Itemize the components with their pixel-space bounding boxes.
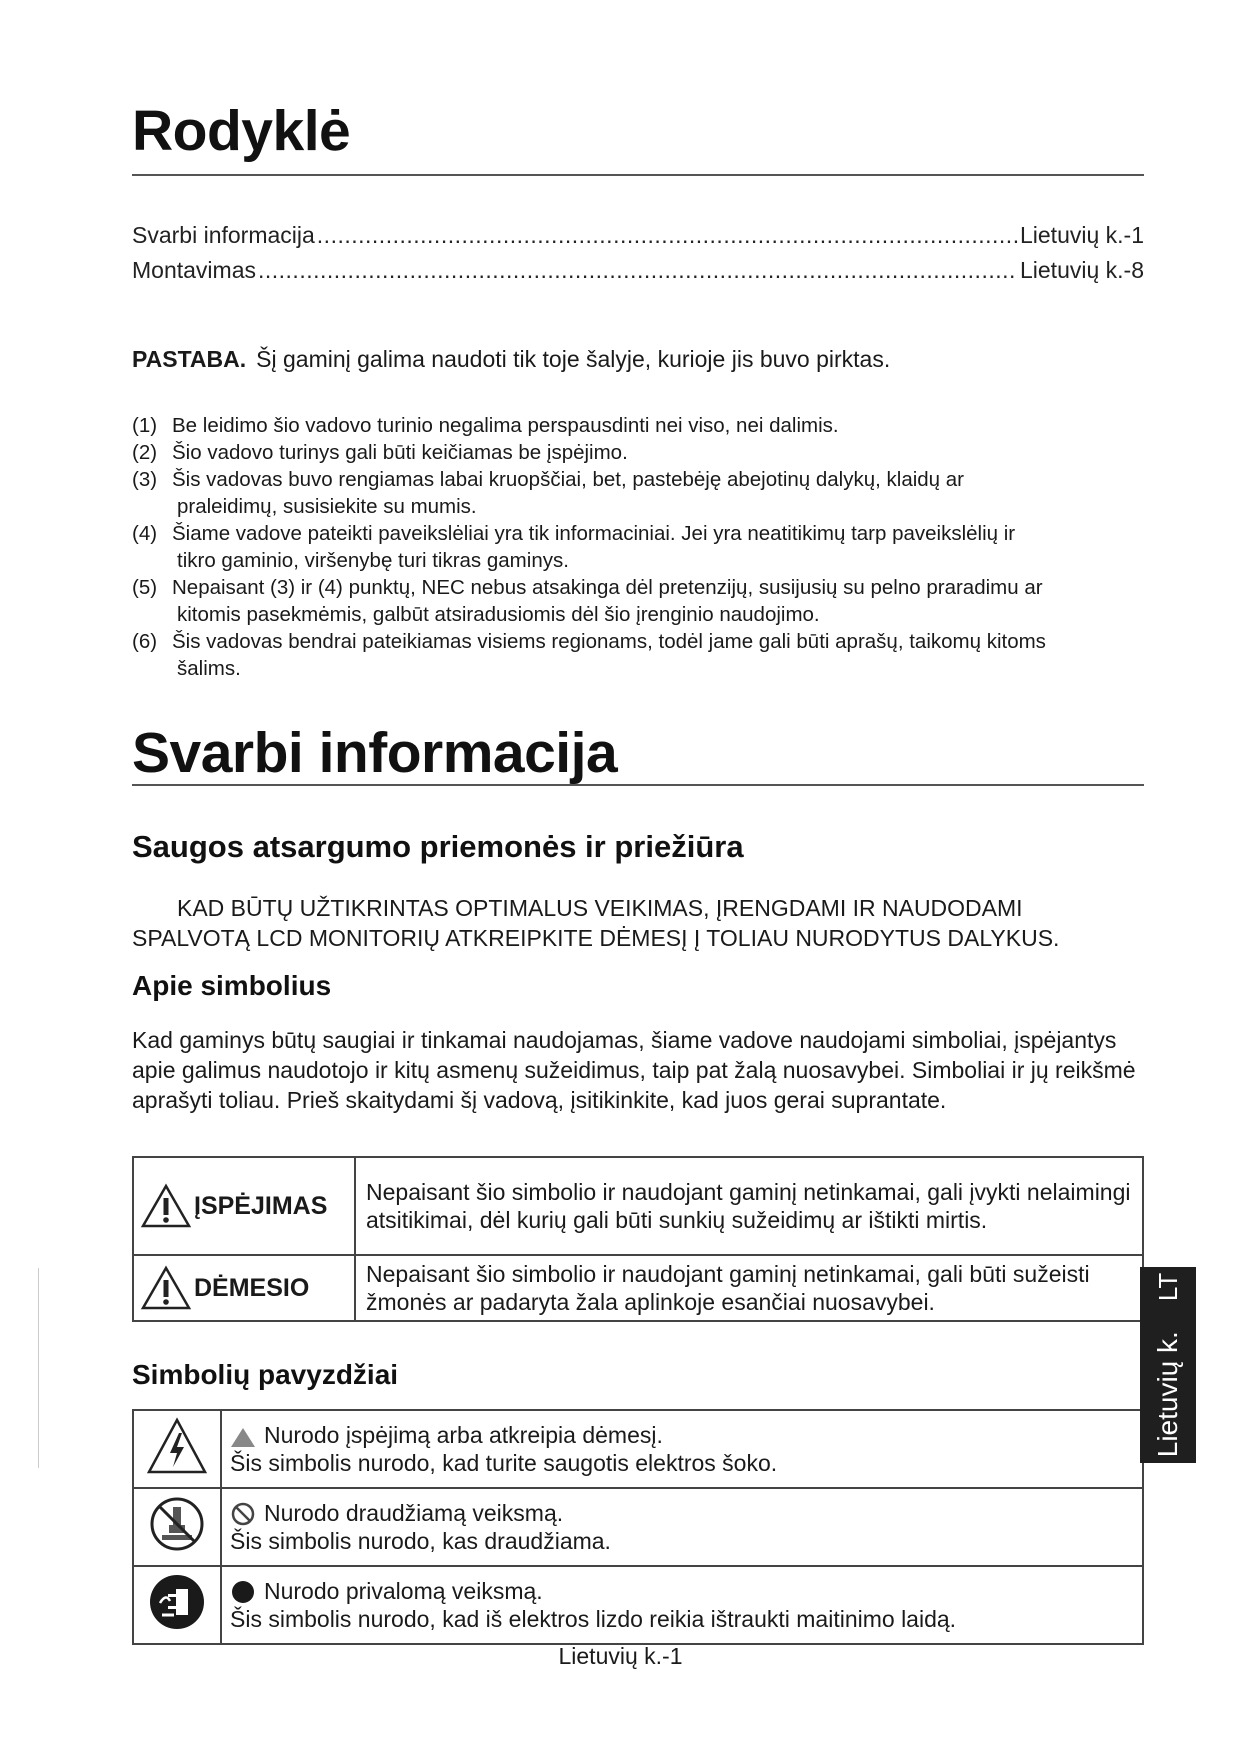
table-row [133,1410,1143,1488]
list-number: (3) [132,468,158,491]
list-text: Šio vadovo turinys gali būti keičiamas be įspėjimo. [172,441,628,464]
example-line2: Šis simbolis nurodo, kad turite saugotis elektros šoko. [230,1450,778,1476]
caution-triangle-icon [140,1265,192,1311]
list-item [132,574,1144,601]
toc-leader [317,222,1018,249]
toc-label: Montavimas [132,257,256,283]
example-line1: Nurodo privalomą veiksmą. [264,1577,543,1604]
prohibition-bullet-icon [230,1501,256,1527]
electric-shock-icon [146,1417,208,1475]
caution-desc: Nepaisant šio simbolio ir naudojant gaminį netinkamai, gali būti sužeisti žmonės ar padaryta žala aplinkoje esančiai nuosavybei. [355,1255,1143,1321]
example-line2: Šis simbolis nurodo, kad iš elektros lizdo reikia ištraukti maitinimo laidą. [230,1606,957,1633]
section-title: Svarbi informacija [132,721,618,785]
triangle-bullet-icon [230,1426,256,1448]
list-text-cont: praleidimų, susisiekite su mumis. [177,495,477,518]
symbols-heading: Apie simbolius [132,970,332,1001]
toc-page: Lietuvių k.-8 [1019,257,1144,283]
table-row [133,1255,1143,1321]
example-desc [221,1566,1143,1644]
example-icon-cell [133,1566,221,1644]
example-line1: Nurodo draudžiamą veiksmą. [264,1499,564,1526]
note-text: Šį gaminį galima naudoti tik toje šalyje, kurioje jis buvo pirktas. [256,346,891,372]
language-tab[interactable] [1140,1267,1196,1463]
warning-table [132,1156,1144,1322]
toc-row[interactable] [132,257,1144,284]
warning-label: ĮSPĖJIMAS [194,1192,328,1220]
toc-title: Rodyklė [132,99,351,163]
section-rule [132,784,1144,786]
toc-label: Svarbi informacija [132,222,315,248]
examples-heading: Simbolių pavyzdžiai [132,1359,399,1390]
page-footer: Lietuvių k.-1 [558,1643,683,1669]
caution-label: DĖMESIO [194,1274,310,1302]
list-number: (4) [132,522,158,545]
list-text: Nepaisant (3) ir (4) punktų, NEC nebus atsakinga dėl pretenzijų, susijusių su pelno praradimu ar [172,576,1043,599]
note [132,346,890,373]
margin-mark [38,1268,39,1468]
table-row [133,1157,1143,1255]
example-line2: Šis simbolis nurodo, kas draudžiama. [230,1528,611,1555]
list-text: Šis vadovas buvo rengiamas labai kruopščiai, bet, pastebėję abejotinų dalykų, klaidų ar [172,468,965,491]
list-item [132,628,1144,655]
list-number: (6) [132,630,158,653]
warning-triangle-icon [140,1183,192,1229]
title-rule [132,174,1144,176]
warning-label-cell [133,1157,355,1255]
table-row [133,1488,1143,1566]
list-item [132,520,1144,547]
list-text-cont: šalims. [177,657,241,680]
disclaimer-list [132,412,1144,682]
caution-label-cell [133,1255,355,1321]
list-text-cont: tikro gaminio, viršenybę turi tikras gaminys. [177,549,569,572]
list-text: Šis vadovas bendrai pateikiamas visiems regionams, todėl jame gali būti aprašų, taikomų kitoms [172,630,1046,653]
example-desc [221,1410,1143,1488]
unplug-icon [148,1573,206,1631]
example-icon-cell [133,1488,221,1566]
examples-table [132,1409,1144,1645]
list-number: (5) [132,576,158,599]
toc-row[interactable] [132,222,1144,249]
filled-circle-bullet-icon [230,1579,256,1605]
example-icon-cell [133,1410,221,1488]
list-text: Be leidimo šio vadovo turinio negalima perspausdinti nei viso, nei dalimis. [172,414,839,437]
list-item [132,439,1144,466]
list-text: Šiame vadove pateikti paveikslėliai yra tik informaciniai. Jei yra neatitikimų tarp paveikslėlių ir [172,522,1016,545]
toc-page: Lietuvių k.-1 [1019,222,1144,248]
toc-leader [258,257,1018,284]
note-label: PASTABA. [132,346,247,372]
caps-line: KAD BŪTŲ UŽTIKRINTAS OPTIMALUS VEIKIMAS, ĮRENGDAMI IR NAUDODAMI [177,895,1023,921]
language-tab-label: Lietuvių k. [1152,1331,1183,1458]
no-disassembly-icon [148,1495,206,1553]
example-line1: Nurodo įspėjimą arba atkreipia dėmesį. [264,1422,663,1448]
table-row [133,1566,1143,1644]
list-item [132,412,1144,439]
language-tab-code: LT [1153,1272,1183,1302]
example-desc [221,1488,1143,1566]
list-text-cont: kitomis pasekmėmis, galbūt atsiradusiomis dėl šio įrenginio naudojimo. [177,603,820,626]
list-number: (2) [132,441,158,464]
caps-notice [132,893,1162,953]
caps-line: SPALVOTĄ LCD MONITORIŲ ATKREIPKITE DĖMESĮ Į TOLIAU NURODYTUS DALYKUS. [132,925,1060,951]
safety-heading: Saugos atsargumo priemonės ir priežiūra [132,829,744,864]
warning-desc: Nepaisant šio simbolio ir naudojant gaminį netinkamai, gali įvykti nelaimingi atsitikimai, dėl kurių gali būti sunkių sužeidimų ar ištikti mirtis. [355,1157,1143,1255]
list-item [132,466,1144,493]
symbols-paragraph: Kad gaminys būtų saugiai ir tinkamai naudojamas, šiame vadove naudojami simboliai, įspėjantys apie galimus naudotojo ir kitų asmenų sužeidimus, taip pat žalą nuosavybei. Simboliai ir jų reikšmė aprašyti toliau. Prieš skaitydami šį vadovą, įsitikinkite, kad juos gerai suprantate. [132,1027,1136,1113]
list-number: (1) [132,414,158,437]
